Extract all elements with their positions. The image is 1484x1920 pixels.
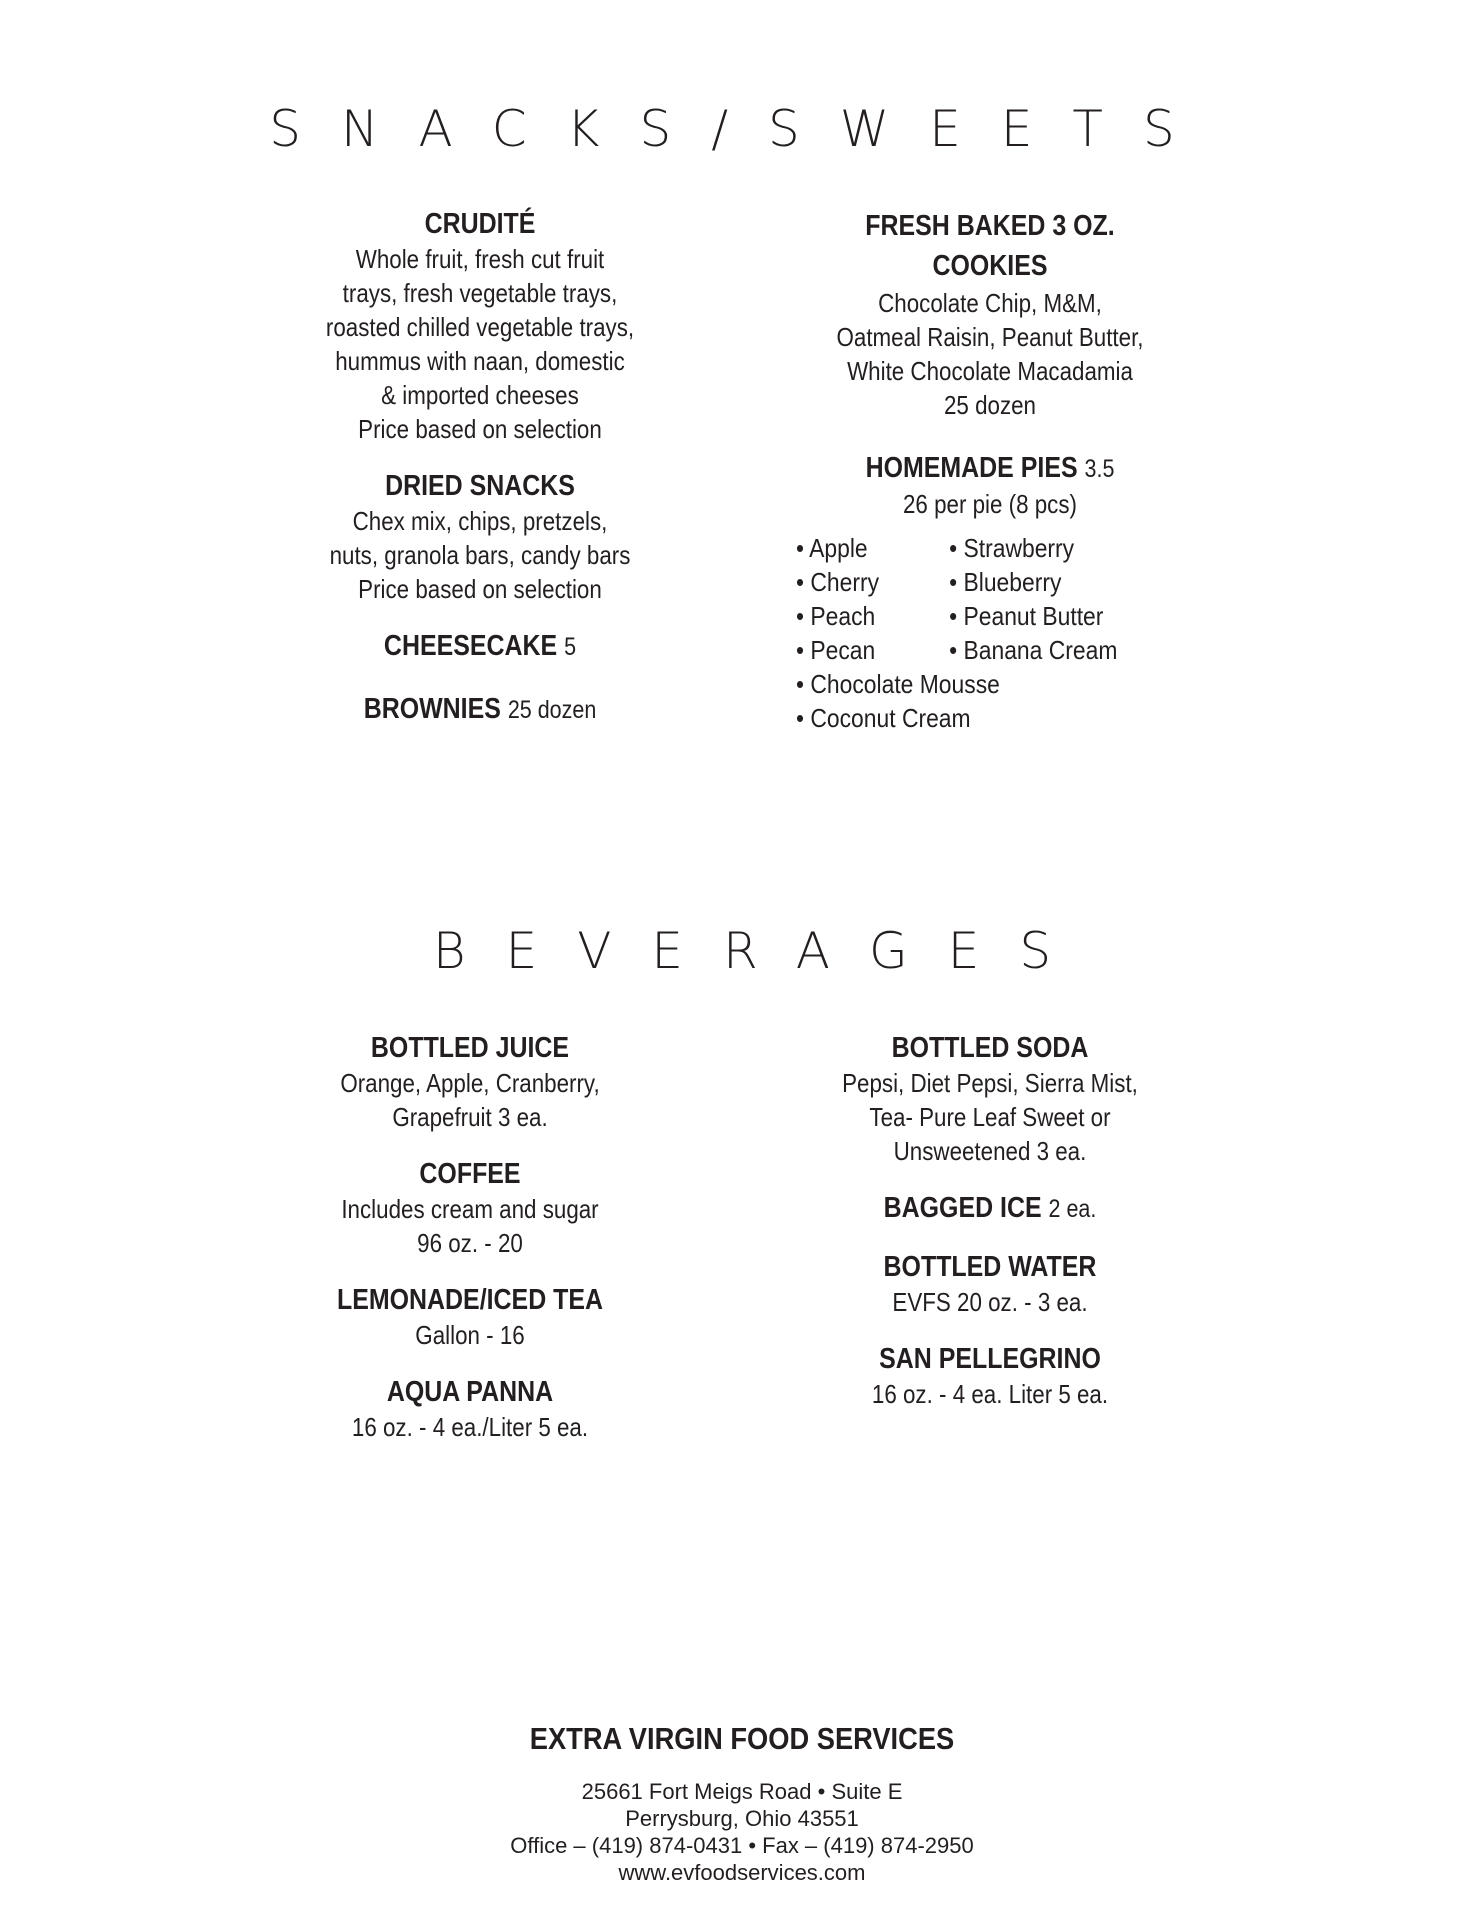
list-item: • Peach [796, 601, 876, 631]
item-name: BOTTLED WATER [883, 1251, 1097, 1283]
menu-item [300, 206, 660, 446]
item-name: HOMEMADE PIES 3.5 [865, 452, 1115, 484]
address-line-1: 25661 Fort Meigs Road • Suite E [581, 1779, 903, 1804]
item-name: DRIED SNACKS [385, 470, 575, 502]
menu-item [300, 691, 660, 728]
list-item: • Peanut Butter [949, 601, 1104, 631]
menu-item [290, 1030, 650, 1134]
menu-item [790, 450, 1190, 521]
item-name: BROWNIES 25 dozen [363, 693, 597, 725]
item-name: SAN PELLEGRINO [879, 1343, 1101, 1375]
menu-item [790, 1190, 1190, 1227]
item-name: BAGGED ICE 2 ea. [883, 1192, 1097, 1224]
list-item: • Cherry [796, 567, 880, 597]
list-item: • Chocolate Mousse [796, 669, 1000, 699]
website-link[interactable]: www.evfoodservices.com [618, 1860, 866, 1885]
item-name: COFFEE [419, 1158, 521, 1190]
item-name: BOTTLED JUICE [370, 1032, 570, 1064]
item-name: AQUA PANNA [386, 1376, 554, 1408]
list-item: • Coconut Cream [796, 703, 971, 733]
beverages-right-column [790, 1030, 1190, 1433]
item-price: 3.5 [1084, 455, 1115, 483]
item-description: Whole fruit, fresh cut fruit trays, fresh vegetable trays, roasted chilled vegetable trays, hummus with naan, domestic & imported cheeses Price based on selection [325, 244, 635, 444]
item-name: CHEESECAKE 5 [383, 630, 577, 662]
item-description: Orange, Apple, Cranberry, Grapefruit 3 ea. [340, 1068, 600, 1132]
beverages-left-column [290, 1030, 650, 1466]
item-description: Chocolate Chip, M&M, Oatmeal Raisin, Peanut Butter, White Chocolate Macadamia 25 dozen [836, 288, 1144, 420]
menu-item [790, 206, 1190, 422]
item-description: Includes cream and sugar 96 oz. - 20 [341, 1194, 599, 1258]
item-description: 26 per pie (8 pcs) [902, 489, 1077, 519]
menu-item [790, 1249, 1190, 1319]
menu-item [790, 1341, 1190, 1411]
list-item: • Apple [796, 533, 868, 563]
item-description: 16 oz. - 4 ea. Liter 5 ea. [871, 1379, 1109, 1409]
item-name: BOTTLED SODA [891, 1032, 1089, 1064]
item-price: 2 ea. [1048, 1195, 1097, 1223]
beverages-section-title: BEVERAGES [432, 922, 1092, 980]
item-name: LEMONADE/ICED TEA [336, 1284, 604, 1316]
list-item: • Pecan [796, 635, 876, 665]
item-description: Chex mix, chips, pretzels, nuts, granola bars, candy bars Price based on selection [329, 506, 631, 604]
menu-item [290, 1156, 650, 1260]
item-name: FRESH BAKED 3 OZ. COOKIES [865, 210, 1115, 282]
phone-fax: Office – (419) 874-0431 • Fax – (419) 874-2950 [510, 1833, 974, 1858]
snacks-section-title: SNACKS/SWEETS [269, 100, 1215, 158]
menu-item [300, 628, 660, 665]
pie-flavor-list [796, 531, 1143, 735]
item-description: Gallon - 16 [415, 1320, 525, 1350]
company-footer [0, 1720, 1484, 1886]
list-item: • Blueberry [949, 567, 1062, 597]
company-name: EXTRA VIRGIN FOOD SERVICES [529, 1721, 955, 1756]
menu-item [290, 1374, 650, 1444]
item-description: Pepsi, Diet Pepsi, Sierra Mist, Tea- Pure Leaf Sweet or Unsweetened 3 ea. [842, 1068, 1138, 1166]
item-name: CRUDITÉ [424, 208, 536, 240]
snacks-right-column [790, 206, 1190, 735]
menu-item [300, 468, 660, 606]
snacks-left-column [300, 206, 660, 750]
item-price: 5 [564, 633, 577, 661]
item-description: EVFS 20 oz. - 3 ea. [892, 1287, 1088, 1317]
menu-item [290, 1282, 650, 1352]
address-line-2: Perrysburg, Ohio 43551 [625, 1806, 859, 1831]
list-item: • Banana Cream [949, 635, 1118, 665]
list-item: • Strawberry [949, 533, 1075, 563]
item-description: 16 oz. - 4 ea./Liter 5 ea. [351, 1412, 589, 1442]
menu-item [790, 1030, 1190, 1168]
item-price: 25 dozen [507, 696, 597, 724]
